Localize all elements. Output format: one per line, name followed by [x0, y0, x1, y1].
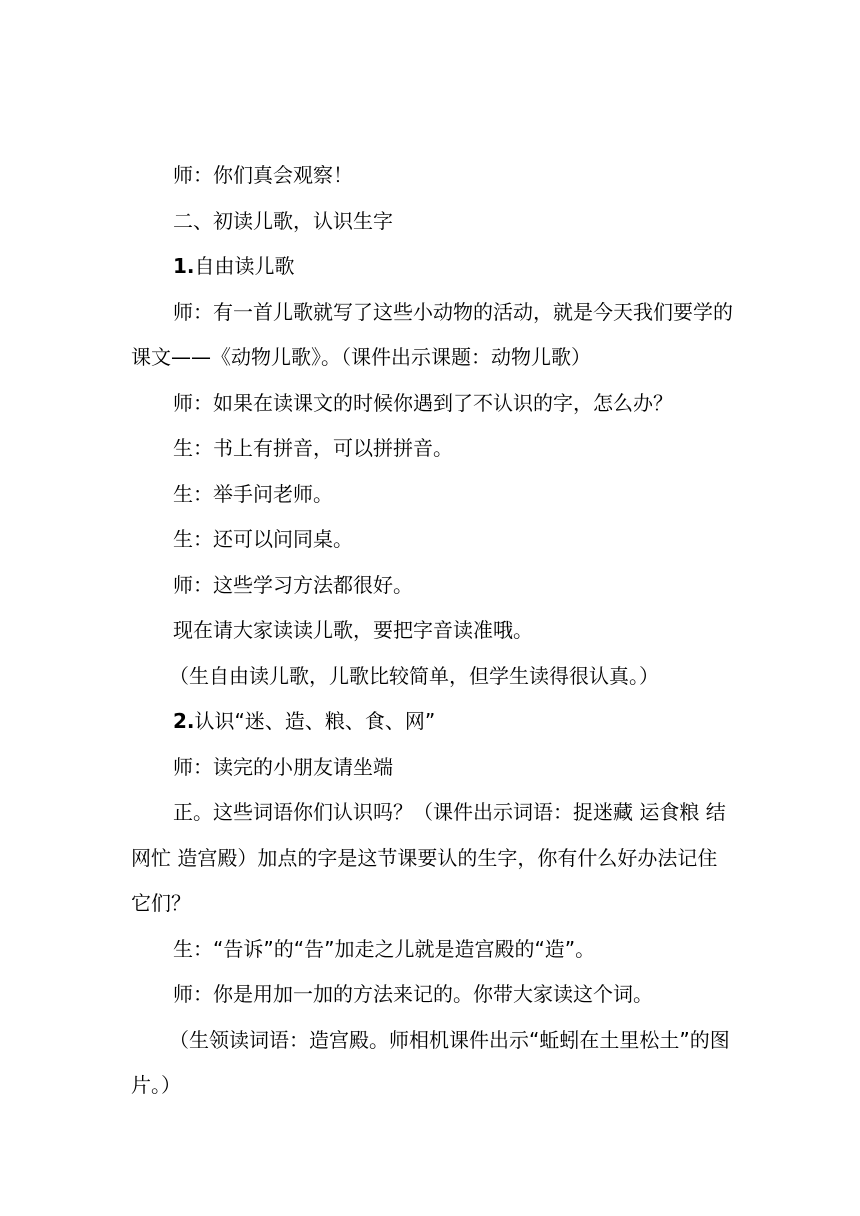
paragraph-student-answer-1	[131, 426, 733, 472]
paragraph-text: 认识“迷、造、粮、食、网”	[194, 709, 436, 733]
paragraph-text: 师：有一首儿歌就写了这些小动物的活动，就是今天我们要学的课文——《动物儿歌》。（课件出示课题：动物儿歌）	[131, 299, 733, 369]
paragraph-text: 自由读儿歌	[194, 254, 295, 278]
paragraph-text: 师：这些学习方法都很好。	[173, 572, 413, 597]
subsection-heading-1	[131, 244, 733, 290]
paragraph-text: （生自由读儿歌，儿歌比较简单，但学生读得很认真。）	[169, 663, 659, 688]
paragraph-teacher-comment	[131, 563, 733, 609]
paragraph-text: 二、初读儿歌，认识生字	[173, 208, 393, 233]
document-body	[131, 153, 733, 1109]
subsection-heading-2	[131, 699, 733, 745]
paragraph-text: 生：还可以问同桌。	[173, 527, 353, 551]
paragraph-text: 生：书上有拼音，可以拼拼音。	[173, 436, 453, 460]
paragraph-text: 师：你是用加一加的方法来记的。你带大家读这个词。	[173, 982, 653, 1006]
paragraph-text: 师：如果在读课文的时候你遇到了不认识的字，怎么办？	[173, 390, 673, 415]
paragraph-teacher-sit	[131, 745, 733, 791]
paragraph-text: 生：“告诉”的“告”加走之儿就是造宫殿的“造”。	[173, 936, 596, 961]
subsection-number: 1.	[173, 254, 195, 278]
paragraph-text: 生：举手问老师。	[173, 481, 333, 506]
paragraph-text: 师：读完的小朋友请坐端	[173, 754, 393, 779]
paragraph-stage-note-2	[131, 1018, 733, 1109]
paragraph-student-answer-2	[131, 472, 733, 518]
paragraph-student-answer-3	[131, 517, 733, 563]
paragraph-teacher-intro	[131, 290, 733, 381]
paragraph-instruction	[131, 608, 733, 654]
paragraph-student-explain	[131, 927, 733, 973]
paragraph-text: 师：你们真会观察！	[173, 163, 353, 187]
paragraph-word-list	[131, 790, 733, 927]
paragraph-teacher-feedback	[131, 972, 733, 1018]
paragraph-teacher-praise	[131, 153, 733, 199]
paragraph-text: 现在请大家读读儿歌，要把字音读准哦。	[173, 618, 533, 642]
paragraph-stage-note	[131, 654, 733, 700]
section-heading	[131, 199, 733, 245]
subsection-number: 2.	[173, 709, 195, 733]
paragraph-teacher-question	[131, 381, 733, 427]
paragraph-text: 正。这些词语你们认识吗？（课件出示词语：捉迷藏 运食粮 结网忙 造宫殿）加点的字是这节课要认的生字，你有什么好办法记住它们？	[131, 800, 726, 915]
paragraph-text: （生领读词语：造宫殿。师相机课件出示“蚯蚓在土里松土”的图片。）	[131, 1027, 730, 1097]
